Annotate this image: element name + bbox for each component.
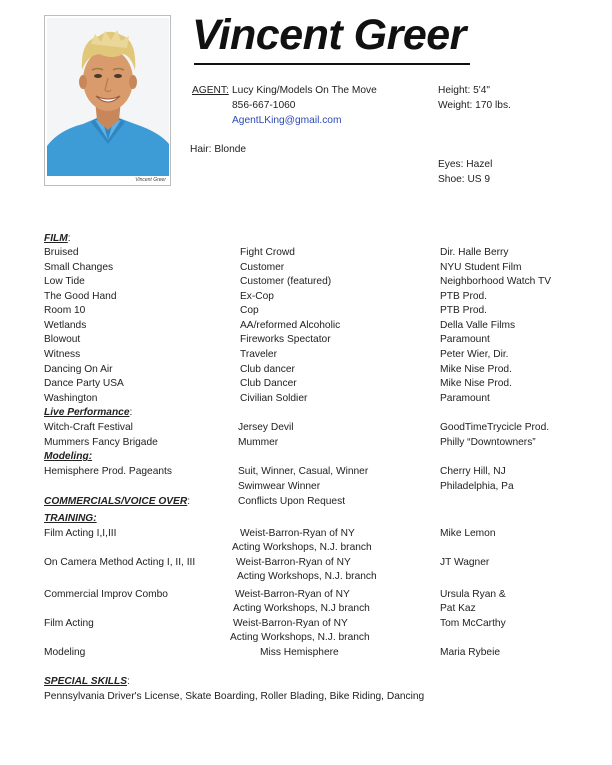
training-school-line2: Acting Workshops, N.J branch (233, 603, 370, 614)
film-row-role: Traveler (240, 349, 277, 360)
training-teacher: Tom McCarthy (440, 618, 506, 629)
film-row-production: Paramount (440, 334, 490, 345)
film-row-role: Club Dancer (240, 378, 297, 389)
film-row-project: Dance Party USA (44, 378, 124, 389)
headshot-illustration (47, 18, 169, 176)
film-row-project: Dancing On Air (44, 364, 113, 375)
stat-shoe: Shoe: US 9 (438, 174, 491, 185)
film-row-production: Paramount (440, 393, 490, 404)
name-underline (194, 63, 470, 65)
live-row-production: Philly “Downtowners” (440, 437, 536, 448)
stat-weight: Weight: 170 lbs. (438, 100, 511, 111)
headshot-image (47, 18, 169, 176)
training-school-line2: Acting Workshops, N.J. branch (230, 632, 370, 643)
modeling-role-1: Suit, Winner, Casual, Winner (238, 466, 369, 477)
film-row-role: Cop (240, 305, 259, 316)
training-school-line1: Miss Hemisphere (260, 647, 339, 658)
training-school-line1: Weist-Barron-Ryan of NY (233, 618, 348, 629)
film-row-project: Washington (44, 393, 98, 404)
stat-height: Height: 5'4" (438, 85, 491, 96)
film-row-role: Ex-Cop (240, 291, 274, 302)
training-teacher: JT Wagner (440, 557, 490, 568)
training-school-line1: Weist-Barron-Ryan of NY (235, 589, 350, 600)
training-course: Modeling (44, 647, 86, 658)
film-row-production: Peter Wier, Dir. (440, 349, 509, 360)
training-teacher: Ursula Ryan & (440, 589, 506, 600)
agent-email-link[interactable]: AgentLKing@gmail.com (232, 115, 342, 126)
agent-phone: 856-667-1060 (232, 100, 296, 111)
live-row-role: Mummer (238, 437, 279, 448)
film-row-production: Dir. Halle Berry (440, 247, 509, 258)
commercials-heading: COMMERCIALS/VOICE OVER: (44, 496, 191, 507)
modeling-role-2: Swimwear Winner (238, 481, 321, 492)
film-row-project: The Good Hand (44, 291, 117, 302)
film-row-production: Neighborhood Watch TV (440, 276, 551, 287)
modeling-project: Hemisphere Prod. Pageants (44, 466, 172, 477)
training-course: Commercial Improv Combo (44, 589, 168, 600)
resume-name: Vincent Greer (192, 11, 466, 59)
film-row-role: Club dancer (240, 364, 295, 375)
agent-label: AGENT: (192, 85, 229, 96)
live-row-event: Mummers Fancy Brigade (44, 437, 158, 448)
film-row-project: Bruised (44, 247, 79, 258)
film-row-role: Customer (240, 262, 285, 273)
training-heading: TRAINING: (44, 513, 97, 524)
modeling-heading: Modeling: (44, 451, 93, 462)
special-skills-heading: SPECIAL SKILLS: (44, 676, 130, 687)
film-row-project: Room 10 (44, 305, 86, 316)
film-row-production: PTB Prod. (440, 291, 487, 302)
training-course: Film Acting I,I,III (44, 528, 117, 539)
film-row-project: Small Changes (44, 262, 114, 273)
photo-caption: Vincent Greer (135, 177, 166, 183)
modeling-place-1: Cherry Hill, NJ (440, 466, 506, 477)
live-row-role: Jersey Devil (238, 422, 294, 433)
live-row-event: Witch-Craft Festival (44, 422, 133, 433)
film-row-production: Della Valle Films (440, 320, 516, 331)
film-row-project: Blowout (44, 334, 81, 345)
training-course: Film Acting (44, 618, 94, 629)
training-school-line2: Acting Workshops, N.J. branch (237, 571, 377, 582)
training-teacher: Maria Rybeie (440, 647, 501, 658)
special-skills-list: Pennsylvania Driver's License, Skate Boarding, Roller Blading, Bike Riding, Dancing (44, 691, 425, 702)
training-teacher-2: Pat Kaz (440, 603, 476, 614)
headshot-photo (44, 15, 171, 186)
training-school-line1: Weist-Barron-Ryan of NY (240, 528, 355, 539)
training-school-line2: Acting Workshops, N.J. branch (232, 542, 372, 553)
training-teacher: Mike Lemon (440, 528, 496, 539)
film-row-role: Fireworks Spectator (240, 334, 331, 345)
film-row-role: Civilian Soldier (240, 393, 308, 404)
commercials-value: Conflicts Upon Request (238, 496, 346, 507)
film-row-production: NYU Student Film (440, 262, 522, 273)
modeling-place-2: Philadelphia, Pa (440, 481, 514, 492)
film-row-production: Mike Nise Prod. (440, 378, 512, 389)
training-school-line1: Weist-Barron-Ryan of NY (236, 557, 351, 568)
stat-hair: Hair: Blonde (190, 144, 247, 155)
film-row-role: Customer (featured) (240, 276, 332, 287)
stat-eyes: Eyes: Hazel (438, 159, 493, 170)
film-row-project: Low Tide (44, 276, 85, 287)
film-heading: FILM: (44, 233, 71, 244)
agent-name: Lucy King/Models On The Move (232, 85, 377, 96)
film-row-production: Mike Nise Prod. (440, 364, 512, 375)
live-row-production: GoodTimeTrycicle Prod. (440, 422, 550, 433)
live-performance-heading: Live Performance: (44, 407, 133, 418)
training-course: On Camera Method Acting I, II, III (44, 557, 196, 568)
film-row-role: AA/reformed Alcoholic (240, 320, 341, 331)
film-row-production: PTB Prod. (440, 305, 487, 316)
film-row-project: Wetlands (44, 320, 87, 331)
film-row-project: Witness (44, 349, 81, 360)
film-row-role: Fight Crowd (240, 247, 295, 258)
